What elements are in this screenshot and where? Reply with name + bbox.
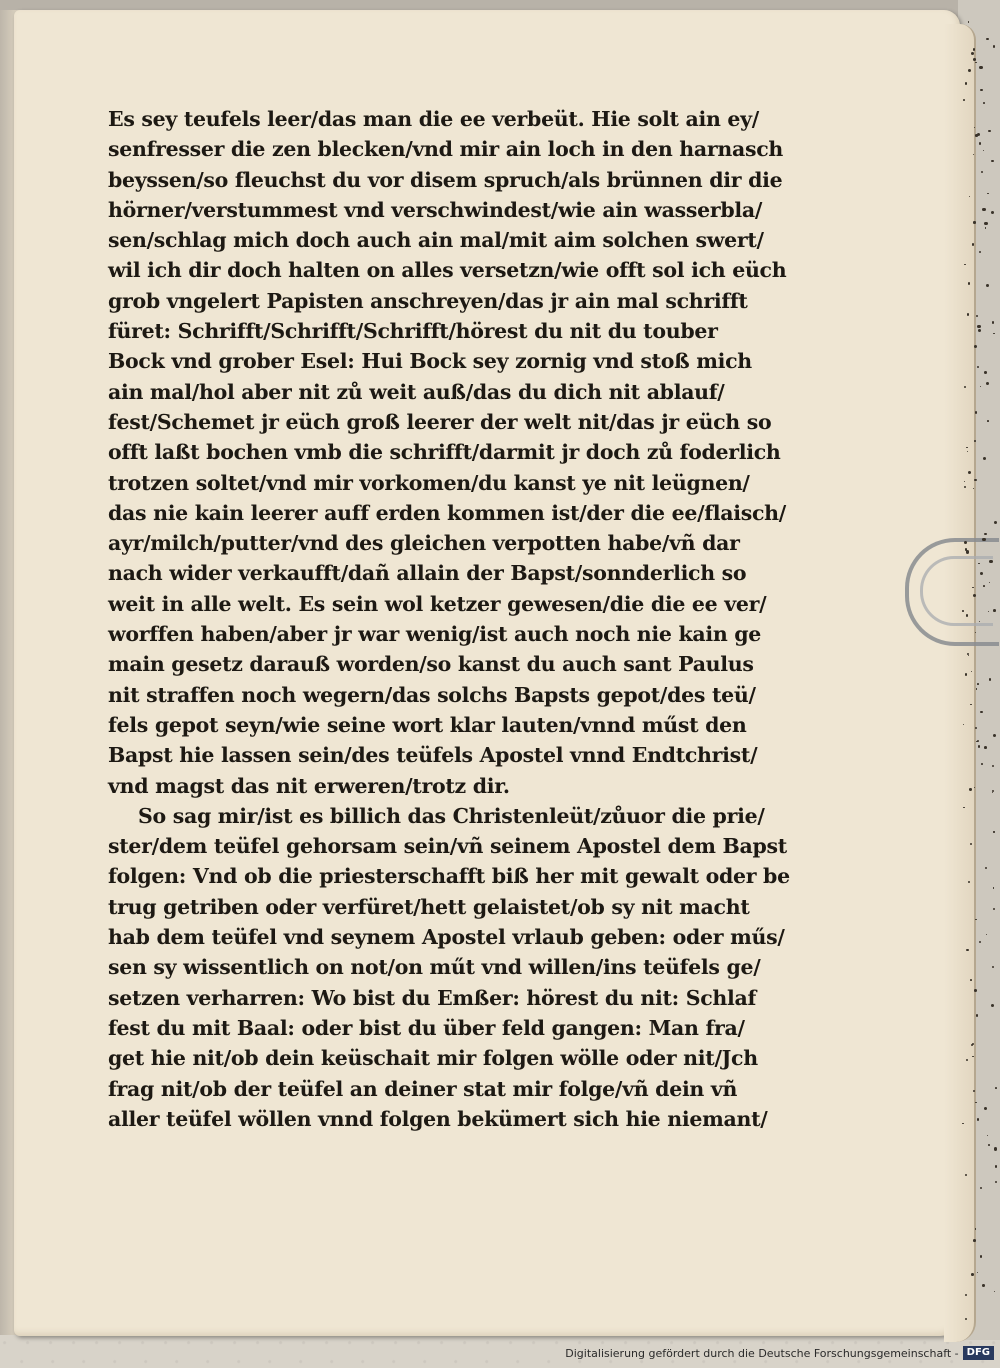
scan-speck: [971, 1273, 974, 1276]
paper-clip-inner-icon: [920, 556, 993, 626]
text-line: nach wider verkaufft/dañ allain der Bapst/sonnderlich so: [108, 561, 747, 586]
text-line: ain mal/hol aber nit zů weit auß/das du dich nit ablauf/: [108, 379, 725, 404]
scan-speck: [994, 1291, 995, 1292]
text-line: setzen verharren: Wo bist du Emßer: hörest du nit: Schlaf: [108, 985, 757, 1010]
text-line: frag nit/ob der teüfel an deiner stat mir folge/vñ dein vñ: [108, 1076, 738, 1101]
text-line: fest du mit Baal: oder bist du über feld gangen: Man fra/: [108, 1015, 745, 1040]
text-line: trug getriben oder verfüret/hett gelaistet/ob sy nit macht: [108, 894, 750, 919]
page-text: [108, 104, 798, 1134]
scan-speck: [969, 788, 971, 790]
scan-speck: [966, 949, 968, 951]
scan-speck: [992, 321, 995, 324]
scan-speck: [975, 632, 976, 633]
scan-speck: [995, 1181, 997, 1183]
scan-speck: [966, 447, 968, 449]
scan-speck: [981, 763, 983, 765]
scan-speck: [987, 420, 989, 422]
text-line: fest/Schemet jr eüch groß leerer der welt nit/das jr eüch so: [108, 409, 772, 434]
text-line: sen sy wissentlich on not/on műt vnd willen/ins teüfels ge/: [108, 955, 761, 980]
scan-speck: [974, 989, 977, 992]
text-line: folgen: Vnd ob die priesterschafft biß her mit gewalt oder be: [108, 864, 790, 889]
text-line: get hie nit/ob dein keüschait mir folgen wölle oder nit/Jch: [108, 1046, 758, 1071]
scan-speck: [968, 21, 969, 22]
scan-speck: [983, 585, 985, 587]
scan-speck: [966, 550, 969, 553]
page-stack-edge: [944, 24, 976, 1342]
text-line: hab dem teüfel vnd seynem Apostel vrlaub geben: oder műs/: [108, 925, 785, 950]
scan-speck: [988, 1144, 990, 1146]
text-line: worffen haben/aber jr war wenig/ist auch noch nie kain ge: [108, 622, 762, 647]
scan-speck: [984, 746, 987, 749]
scan-speck: [963, 724, 964, 725]
scan-speck: [965, 82, 967, 84]
scan-speck: [986, 284, 989, 287]
scan-speck: [968, 471, 971, 474]
text-line: beyssen/so fleuchst du vor disem spruch/als brünnen dir die: [108, 167, 783, 192]
scan-speck: [974, 345, 977, 348]
scan-speck: [973, 58, 976, 61]
scan-speck: [991, 211, 994, 214]
text-line: Bock vnd grober Esel: Hui Bock sey zornig vnd stoß mich: [108, 349, 752, 374]
text-line: grob vngelert Papisten anschreyen/das jr ain mal schrifft: [108, 288, 748, 313]
scan-speck: [975, 919, 977, 921]
text-line: Es sey teufels leer/das man die ee verbeüt. Hie solt ain ey/: [108, 107, 759, 131]
text-line: Bapst hie lassen sein/des teüfels Apostel vnnd Endtchrist/: [108, 743, 758, 768]
text-line: füret: Schrifft/Schrifft/Schrifft/hörest du nit du touber: [108, 319, 718, 344]
text-line: trotzen soltet/vnd mir vorkomen/du kanst ye nit leügnen/: [108, 470, 750, 495]
scan-speck: [982, 208, 985, 211]
text-line: fels gepot seyn/wie seine wort klar lauten/vnnd műst den: [108, 712, 747, 737]
text-line: senfresser die zen blecken/vnd mir ain loch in den harnasch: [108, 137, 783, 162]
scan-speck: [963, 99, 965, 101]
scan-speck: [980, 1187, 982, 1189]
scan-speck: [977, 325, 980, 328]
scan-speck: [977, 683, 979, 685]
scan-speck: [984, 371, 987, 374]
scan-speck: [989, 582, 990, 583]
text-line: nit straffen noch wegern/das solchs Bapsts gepot/des teü/: [108, 682, 756, 707]
scan-speck: [971, 1044, 973, 1046]
text-line: hörner/verstummest vnd verschwindest/wie ain wasserbla/: [108, 197, 763, 222]
scan-speck: [988, 130, 991, 133]
scan-speck: [962, 610, 964, 612]
scan-speck: [993, 333, 994, 334]
scan-speck: [995, 1087, 997, 1089]
scan-speck: [965, 1174, 967, 1176]
scan-speck: [977, 1118, 979, 1120]
scan-speck: [972, 1056, 974, 1058]
scan-speck: [982, 1284, 985, 1287]
digitization-credit: [565, 1344, 994, 1362]
text-line: vnd magst das nit erweren/trotz dir.: [108, 773, 510, 798]
scan-speck: [973, 48, 975, 50]
text-line: ayr/milch/putter/vnd des gleichen verpotten habe/vñ dar: [108, 531, 740, 556]
text-line: wil ich dir doch halten on alles versetzn/wie offt sol ich eüch: [108, 258, 787, 283]
text-line: weit in alle welt. Es sein wol ketzer gewesen/die die ee ver/: [108, 591, 767, 616]
scan-speck: [982, 538, 985, 541]
scan-speck: [992, 790, 994, 792]
scan-speck: [973, 221, 975, 223]
scan-speck: [973, 1239, 976, 1242]
scan-speck: [972, 243, 975, 246]
text-line: ster/dem teüfel gehorsam sein/vñ seinem Apostel dem Bapst: [108, 834, 787, 859]
scan-speck: [970, 843, 972, 845]
scan-speck: [968, 69, 971, 72]
scan-speck: [979, 142, 982, 145]
scan-speck: [965, 673, 968, 676]
scan-speck: [964, 541, 967, 544]
text-line: main gesetz darauß worden/so kanst du auch sant Paulus: [108, 652, 754, 677]
scan-speck: [986, 382, 989, 385]
scan-speck: [975, 1228, 976, 1229]
text-line: das nie kain leerer auff erden kommen ist/der die ee/flaisch/: [108, 500, 786, 525]
text-line: sen/schlag mich doch auch ain mal/mit aim solchen swert/: [108, 228, 764, 253]
dfg-logo-icon: DFG: [963, 1346, 994, 1360]
scan-speck: [976, 1014, 979, 1017]
text-line: aller teüfel wöllen vnnd folgen bekümert sich hie niemant/: [108, 1106, 768, 1131]
scan-speck: [973, 1090, 975, 1092]
scan-speck: [994, 1147, 997, 1150]
scan-speck: [986, 38, 989, 41]
scan-speck: [966, 614, 969, 617]
text-line: offt laßt bochen vmb die schrifft/darmit jr doch zů foderlich: [108, 440, 781, 465]
scan-speck: [972, 587, 973, 588]
scan-speck: [974, 440, 976, 442]
scan-speck: [984, 1107, 987, 1110]
scan-speck: [992, 966, 994, 968]
scan-speck: [984, 533, 986, 535]
scan-speck: [962, 1123, 963, 1124]
text-line: So sag mir/ist es billich das Christenleüt/zůuor die prie/: [138, 803, 765, 828]
credit-text: Digitalisierung gefördert durch die Deutsche Forschungsgemeinschaft -: [565, 1346, 959, 1360]
scan-speck: [967, 313, 970, 316]
scan-speck: [979, 941, 981, 943]
scan-speck: [971, 671, 972, 672]
scan-speck: [993, 887, 994, 888]
scan-speck: [989, 560, 992, 563]
scan-speck: [975, 411, 978, 414]
scan-speck: [979, 621, 980, 622]
scan-speck: [993, 831, 994, 832]
scan-speck: [963, 807, 965, 809]
scan-speck: [965, 1318, 967, 1320]
scan-speck: [978, 745, 981, 748]
